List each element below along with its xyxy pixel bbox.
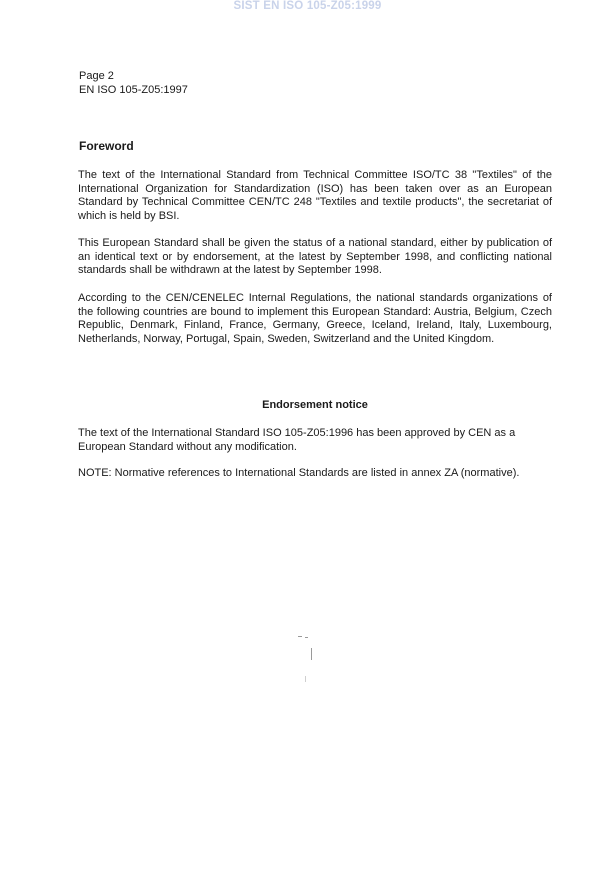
scan-speck: [298, 636, 302, 637]
scan-speck: [311, 648, 312, 660]
page-number: Page 2: [79, 70, 114, 82]
endorsement-text: The text of the International Standard ISO 105-Z05:1996 has been approved by CEN as a European Standard without any modification.: [78, 427, 516, 453]
page-header: [79, 69, 188, 97]
foreword-paragraph-2: This European Standard shall be given the status of a national standard, either by publication of an identical text or by endorsement, at the latest by September 1998, and conflicting national standards shall be withdrawn at the latest by September 1998.: [78, 237, 552, 277]
endorsement-heading: Endorsement notice: [262, 399, 368, 411]
scan-speck: [305, 676, 306, 682]
endorsement-note: NOTE: Normative references to International Standards are listed in annex ZA (normative).: [78, 467, 520, 479]
scan-speck: [305, 637, 308, 638]
standard-id: EN ISO 105-Z05:1997: [79, 84, 188, 96]
foreword-heading: Foreword: [79, 139, 134, 153]
watermark: SIST EN ISO 105-Z05:1999: [233, 0, 382, 12]
foreword-paragraph-3: According to the CEN/CENELEC Internal Regulations, the national standards organizations of the following countries are bound to implement this European Standard: Austria, Belgium, Czech Republic, Denmark, Finland, France, Germany, Greece, Iceland, Ireland, Italy, Luxembourg, Netherlands, Norway, Portugal, Spain, Sweden, Switzerland and the United Kingdom.: [78, 292, 552, 345]
foreword-paragraph-1: The text of the International Standard from Technical Committee ISO/TC 38 "Textiles" of the International Organization for Standardization (ISO) has been taken over as an European Standard by Technical Committee CEN/TC 248 "Textiles and textile products", the secretariat of which is held by BSI.: [78, 169, 552, 222]
